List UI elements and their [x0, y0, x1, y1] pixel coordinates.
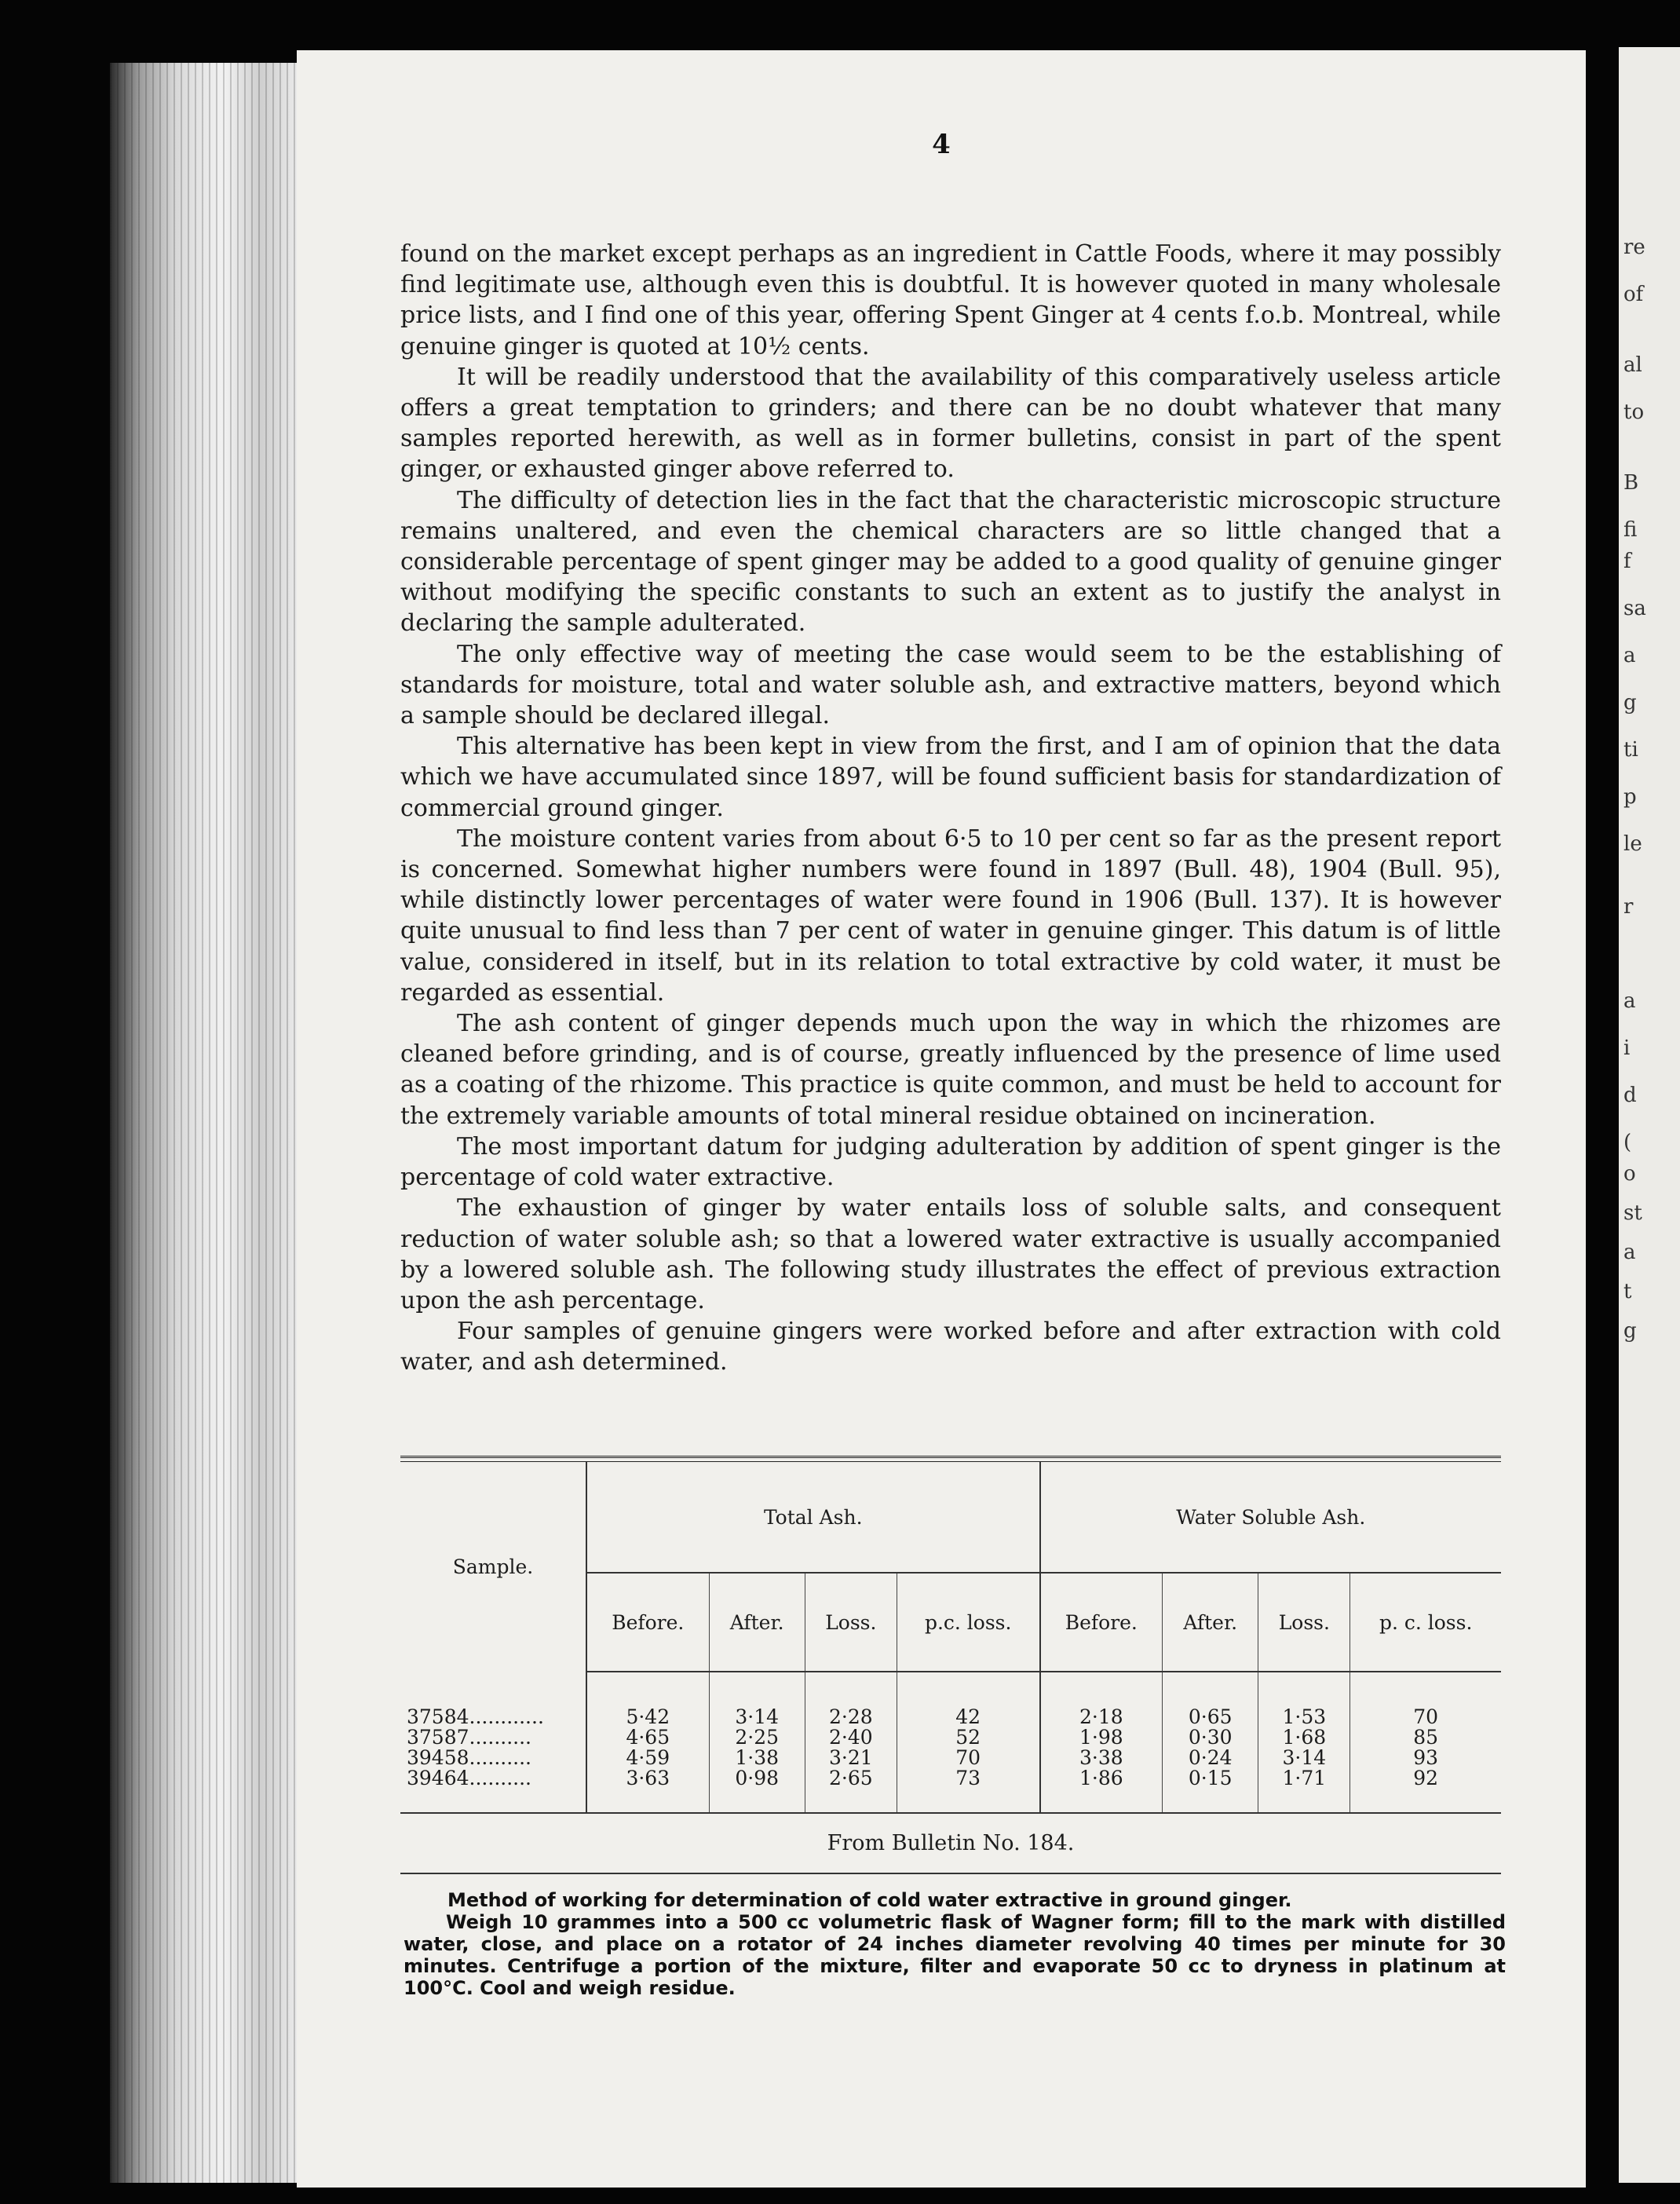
document-page — [297, 50, 1586, 2188]
adjacent-page-fragment: r — [1623, 895, 1634, 919]
value-cell: 52 — [897, 1727, 1039, 1748]
adjacent-page-fragment: g — [1623, 1319, 1637, 1343]
value-cell: 2·18 — [1040, 1707, 1163, 1727]
adjacent-page-fragment: i — [1623, 1036, 1631, 1060]
value-cell: 3·63 — [586, 1768, 709, 1789]
value-cell: 1·38 — [709, 1748, 805, 1768]
paragraph: The most important datum for judging adulteration by addition of spent ginger is the percentage of cold water extractive. — [400, 1132, 1501, 1192]
value-cell: 70 — [897, 1748, 1039, 1768]
value-cell: 1·53 — [1258, 1707, 1350, 1727]
table-source-note: From Bulletin No. 184. — [827, 1831, 1075, 1855]
adjacent-page-fragment: ti — [1623, 738, 1638, 762]
value-cell: 0·65 — [1163, 1707, 1258, 1727]
adjacent-page-fragment: a — [1623, 1241, 1636, 1264]
paragraph: Four samples of genuine gingers were worked before and after extraction with cold water, and ash determined. — [400, 1318, 1501, 1376]
value-cell: 3·14 — [709, 1707, 805, 1727]
adjacent-page-fragment: fi — [1623, 518, 1638, 542]
adjacent-page-fragment: to — [1623, 400, 1645, 424]
column-header: Loss. — [805, 1573, 897, 1672]
adjacent-page-fragment: B — [1623, 471, 1639, 495]
value-cell: 70 — [1413, 1705, 1439, 1728]
sample-id-cell: 39464.......... — [400, 1768, 586, 1789]
value-cell: 3·21 — [805, 1748, 897, 1768]
value-cell: 3·38 — [1040, 1748, 1163, 1768]
adjacent-page-fragment: of — [1623, 283, 1644, 306]
value-cell: 2·28 — [805, 1707, 897, 1727]
water-soluble-ash-header: Water Soluble Ash. — [1040, 1462, 1501, 1573]
value-cell: 5·42 — [586, 1707, 709, 1727]
column-header: Loss. — [1258, 1573, 1350, 1672]
value-cell: 4·59 — [586, 1748, 709, 1768]
column-header: After. — [709, 1573, 805, 1672]
sample-id-cell: 39458.......... — [400, 1748, 586, 1768]
total-ash-header: Total Ash. — [586, 1462, 1040, 1573]
value-cell: 73 — [897, 1768, 1039, 1789]
value-cell: 42 — [897, 1707, 1039, 1727]
value-cell: 85 — [1413, 1726, 1439, 1749]
adjacent-page-fragment: ( — [1623, 1131, 1632, 1154]
value-cell: 0·24 — [1163, 1748, 1258, 1768]
adjacent-page-fragment: re — [1623, 236, 1645, 259]
paragraph: It will be readily understood that the availability of this comparatively useless article offers a great temptation to grinders; and there can be no doubt whatever that many samples reported herewith, as well as in former bulletins, consist in part of the spent ginger, or exhausted ginger above referred to. — [400, 363, 1501, 484]
ash-table — [400, 1462, 1501, 1812]
adjacent-page-fragment: g — [1623, 691, 1637, 715]
paragraph: The only effective way of meeting the case would seem to be the establishing of standards for moisture, total and water soluble ash, and extractive matters, beyond which a sample should be declared illegal. — [400, 640, 1501, 730]
adjacent-page-fragment: a — [1623, 989, 1636, 1013]
table-top-rule — [400, 1456, 1501, 1462]
source-bottom-rule — [400, 1873, 1501, 1874]
paragraph: The ash content of ginger depends much upon the way in which the rhizomes are cleaned before grinding, and is of course, greatly influenced by the presence of lime used as a coating of the rhizome. This practice is quite common, and must be held to account for the extremely variable amounts of total mineral residue obtained on incineration. — [400, 1010, 1501, 1130]
adjacent-page-strip — [1619, 47, 1680, 2183]
adjacent-page-fragment: p — [1623, 785, 1637, 809]
value-cell: 92 — [1413, 1767, 1439, 1789]
page-number: 4 — [932, 129, 951, 160]
sample-id-cell: 37584............ — [400, 1707, 586, 1727]
table-row — [400, 1707, 1501, 1727]
paragraph: The exhaustion of ginger by water entails loss of soluble salts, and consequent reduction of water soluble ash; so that a lowered water extractive is usually accompanied by a lowered soluble ash. The following study illustrates the effect of previous extraction upon the ash percentage. — [400, 1194, 1501, 1314]
column-header: p. c. loss. — [1350, 1573, 1501, 1672]
table-row — [400, 1748, 1501, 1768]
value-cell: 3·14 — [1258, 1748, 1350, 1768]
adjacent-page-fragment: t — [1623, 1280, 1632, 1303]
method-title: Method of working for determination of cold water extractive in ground ginger. — [447, 1889, 1292, 1911]
ash-table-section — [400, 1456, 1501, 1874]
value-cell: 1·98 — [1040, 1727, 1163, 1748]
column-header: Before. — [586, 1573, 709, 1672]
sample-column-header: Sample. — [400, 1462, 586, 1672]
value-cell: 93 — [1413, 1746, 1439, 1769]
value-cell: 0·30 — [1163, 1727, 1258, 1748]
paragraph: The difficulty of detection lies in the fact that the characteristic microscopic structure remains unaltered, and even the chemical characters are so little changed that a considerable percentage of spent ginger may be added to a good quality of genuine ginger without modifying the specific constants to such an extent as to justify the analyst in declaring the sample adulterated. — [400, 486, 1501, 638]
paragraph: found on the market except perhaps as an ingredient in Cattle Foods, where it may possibly find legitimate use, although even this is doubtful. It is however quoted in many wholesale price lists, and I find one of this year, offering Spent Ginger at 4 cents f.o.b. Montreal, while genuine ginger is quoted at 10½ cents. — [400, 240, 1501, 360]
value-cell: 1·86 — [1040, 1768, 1163, 1789]
column-header: After. — [1163, 1573, 1258, 1672]
adjacent-page-fragment: a — [1623, 644, 1636, 667]
book-page-edges — [110, 63, 298, 2183]
value-cell: 2·65 — [805, 1768, 897, 1789]
table-row — [400, 1727, 1501, 1748]
value-cell: 2·40 — [805, 1727, 897, 1748]
value-cell: 4·65 — [586, 1727, 709, 1748]
column-header: p.c. loss. — [897, 1573, 1039, 1672]
adjacent-page-fragment: le — [1623, 832, 1642, 856]
adjacent-page-fragment: sa — [1623, 597, 1646, 620]
adjacent-page-fragment: f — [1623, 550, 1631, 573]
method-note — [404, 1889, 1506, 1999]
paragraph: The moisture content varies from about 6·5 to 10 per cent so far as the present report is concerned. Somewhat higher numbers were found in 1897 (Bull. 48), 1904 (Bull. 95), while distinctly lower percentages of water were found in 1906 (Bull. 137). It is however quite unusual to find less than 7 per cent of water in genuine ginger. This datum is of little value, considered in itself, but in its relation to total extractive by cold water, it must be regarded as essential. — [400, 824, 1501, 1007]
table-row — [400, 1768, 1501, 1789]
column-header: Before. — [1040, 1573, 1163, 1672]
method-text: Weigh 10 grammes into a 500 cc volumetric flask of Wagner form; fill to the mark with distilled water, close, and place on a rotator of 24 inches diameter revolving 40 times per minute for 30 minutes. Centrifuge a portion of the mixture, filter and evaporate 50 cc to dryness in platinum at 100°C. Cool and weigh residue. — [404, 1911, 1506, 1999]
paragraph: This alternative has been kept in view from the first, and I am of opinion that the data which we have accumulated since 1897, will be found sufficient basis for standardization of commercial ground ginger. — [400, 733, 1501, 822]
body-text — [400, 239, 1501, 1378]
value-cell: 0·15 — [1163, 1768, 1258, 1789]
adjacent-page-fragment: al — [1623, 353, 1642, 377]
value-cell: 2·25 — [709, 1727, 805, 1748]
value-cell: 1·71 — [1258, 1768, 1350, 1789]
value-cell: 0·98 — [709, 1768, 805, 1789]
adjacent-page-fragment: st — [1623, 1201, 1642, 1225]
adjacent-page-fragment: d — [1623, 1084, 1637, 1107]
sample-id-cell: 37587.......... — [400, 1727, 586, 1748]
value-cell: 1·68 — [1258, 1727, 1350, 1748]
adjacent-page-fragment: o — [1623, 1162, 1636, 1186]
